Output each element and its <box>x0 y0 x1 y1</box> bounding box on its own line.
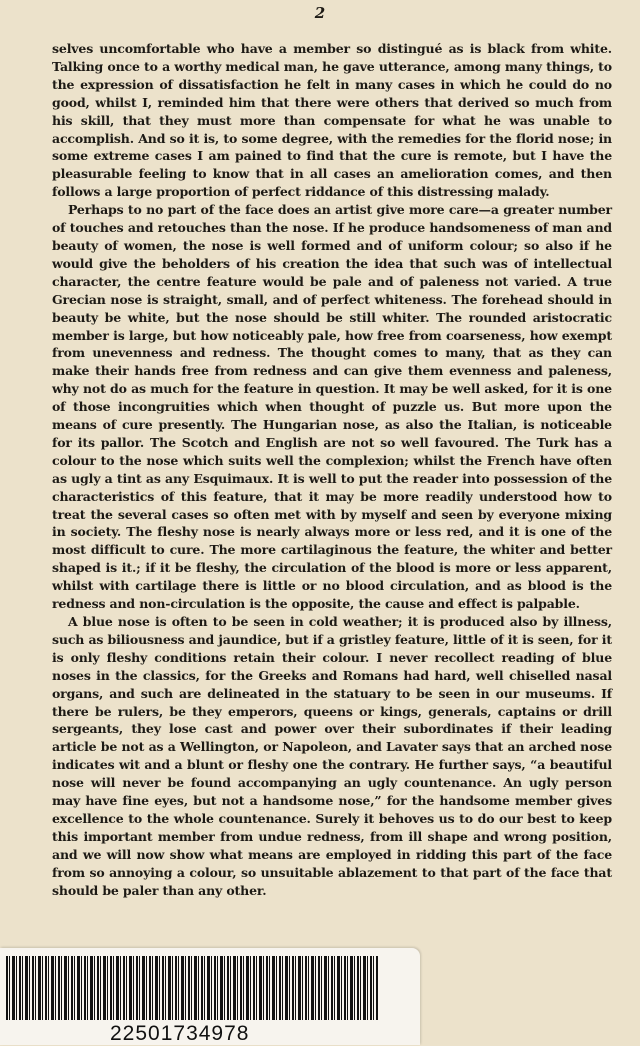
paragraph-2: Perhaps to no part of the face does an artist give more care—a greater number of touches and retouches than the nose. If he produce handsomeness of man and beauty of women, the nose is well formed and of uniform colour; so also if he would give the beholders of his creation the idea that such was of intellectual character, the centre feature would be pale and of paleness not varied. A true Grecian nose is straight, small, and of perfect whiteness. The forehead should in beauty be white, but the nose should be still whiter. The rounded aristocratic member is large, but how noticeably pale, how free from coarseness, how exempt from unevenness and redness. The thought comes to many, that as they can make their hands free from redness and can give them evenness and paleness, why not do as much for the feature in question. It may be well asked, for it is one of those incongruities which when thought of puzzle us. But more upon the means of cure presently. The Hungarian nose, as also the Italian, is noticeable for its pallor. The Scotch and English are not so well favoured. The Turk has a colour to the nose which suits well the complexion; whilst the French have often as ugly a tint as any Esquimaux. It is well to put the reader into possession of the characteristics of this feature, that it may be more readily understood how to treat the several cases so often met with by myself and seen by everyone mixing in society. The fleshy nose is nearly always more or less red, and it is one of the most difficult to cure. The more cartilaginous the feature, the whiter and better shaped is it.; if it be fleshy, the circulation of the blood is more or less apparent, whilst with cartilage there is little or no blood circulation, and as blood is the redness and non-circulation is the opposite, the cause and effect is palpable. <box>52 202 612 612</box>
barcode-bars <box>6 956 378 1020</box>
body-text <box>52 40 612 900</box>
paragraph-3: A blue nose is often to be seen in cold weather; it is produced also by illness, such as biliousness and jaundice, but if a gristley feature, little of it is seen, for it is only fleshy conditions retain their colour. I never recollect reading of blue noses in the classics, for the Greeks and Romans had hard, well chiselled nasal organs, and such are delineated in the statuary to be seen in our museums. If there be rulers, be they emperors, queens or kings, generals, captains or drill sergeants, they lose cast and power over their subordinates if their leading article be not as a Wellington, or Napoleon, and Lavater says that an arched nose indicates wit and a blunt or fleshy one the contrary. He further says, “a beautiful nose will never be found accompanying an ugly countenance. An ugly person may have fine eyes, but not a handsome nose,” for the handsome member gives excellence to the whole countenance. Surely it behoves us to do our best to keep this important member from undue redness, from ill shape and wrong position, and we will now show what means are employed in ridding this part of the face from so annoying a colour, so unsuitable ablazement to that part of the face that should be paler than any other. <box>52 614 612 898</box>
paragraph-1: selves uncomfortable who have a member so distingué as is black from white. Talking once to a worthy medical man, he gave utterance, among many things, to the expression of dissatisfaction he felt in many cases in which he could do no good, whilst I, reminded him that there were others that derived so much from his skill, that they must more than compensate for what he was unable to accomplish. And so it is, to some degree, with the remedies for the florid nose; in some extreme cases I am pained to find that the cure is remote, but I have the pleasurable feeling to know that in all cases an amelioration comes, and then follows a large proportion of perfect riddance of this distressing malady. <box>52 41 612 200</box>
page-number: 2 <box>314 4 326 22</box>
barcode-number: 22501734978 <box>110 1022 250 1045</box>
barcode-label <box>0 948 420 1045</box>
